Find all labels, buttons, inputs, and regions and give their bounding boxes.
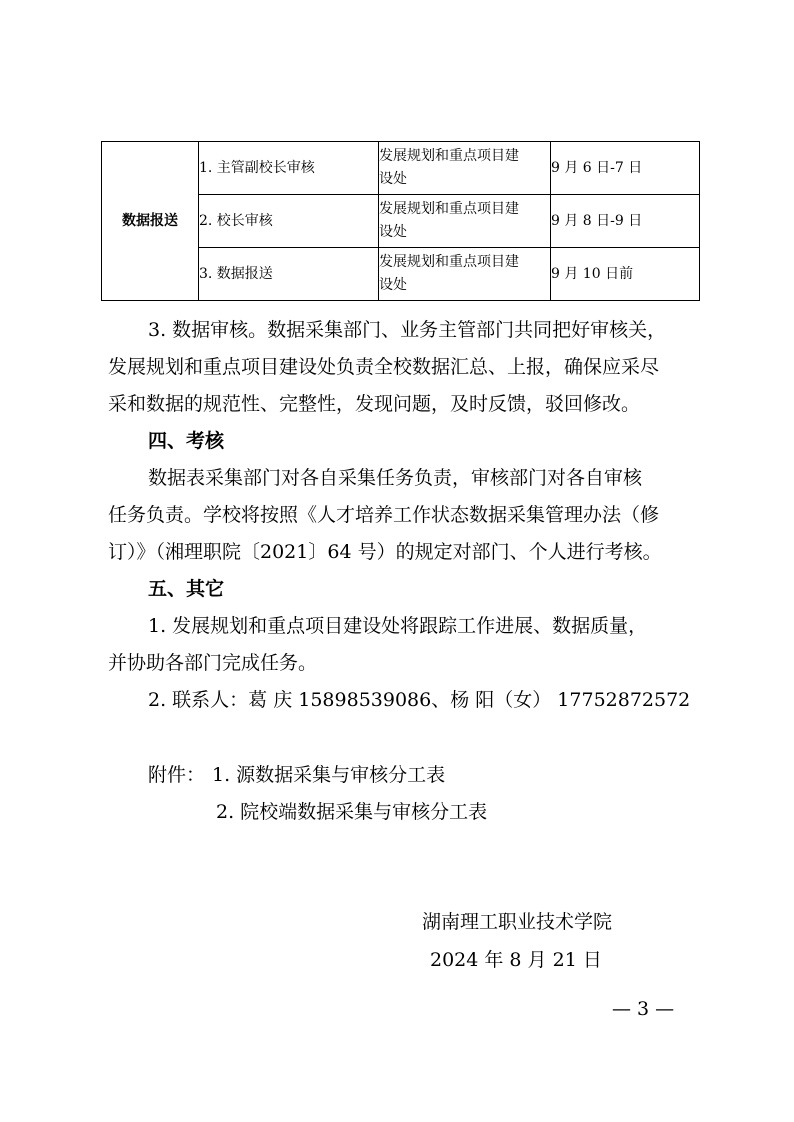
department-line: 设处 bbox=[379, 171, 407, 187]
department-cell bbox=[379, 195, 551, 248]
date-cell: 9 月 6 日-7 日 bbox=[551, 142, 700, 195]
step-cell: 1. 主管副校长审核 bbox=[199, 142, 379, 195]
department-line: 设处 bbox=[379, 277, 407, 293]
paragraph-line: 发展规划和重点项目建设处负责全校数据汇总、上报，确保应采尽 bbox=[108, 356, 660, 378]
department-line: 发展规划和重点项目建 bbox=[379, 201, 519, 217]
paragraph-line: 任务负责。学校将按照《人才培养工作状态数据采集管理办法（修 bbox=[108, 504, 660, 526]
department-cell bbox=[379, 142, 551, 195]
attachment-item: 1. 源数据采集与审核分工表 bbox=[212, 764, 446, 786]
date-cell: 9 月 10 日前 bbox=[551, 248, 700, 301]
step-cell: 3. 数据报送 bbox=[199, 248, 379, 301]
table-row bbox=[102, 142, 700, 195]
signature-org: 湖南理工职业技术学院 bbox=[422, 911, 613, 933]
date-cell: 9 月 8 日-9 日 bbox=[551, 195, 700, 248]
attachment-item: 2. 院校端数据采集与审核分工表 bbox=[216, 801, 488, 823]
department-line: 设处 bbox=[379, 224, 407, 240]
paragraph-line: 订）》（湘理职院〔2021〕64 号）的规定对部门、个人进行考核。 bbox=[108, 541, 662, 563]
section-heading: 四、考核 bbox=[148, 430, 225, 452]
paragraph-line: 采和数据的规范性、完整性，发现问题，及时反馈，驳回修改。 bbox=[108, 393, 641, 415]
paragraph-line: 1. 发展规划和重点项目建设处将跟踪工作进展、数据质量， bbox=[148, 615, 648, 637]
department-line: 发展规划和重点项目建 bbox=[379, 254, 519, 270]
schedule-table bbox=[101, 141, 700, 301]
section-heading: 五、其它 bbox=[148, 578, 225, 600]
department-line: 发展规划和重点项目建 bbox=[379, 148, 519, 164]
signature-date: 2024 年 8 月 21 日 bbox=[430, 949, 602, 971]
category-cell: 数据报送 bbox=[102, 142, 199, 301]
attachment-label: 附件： bbox=[148, 764, 206, 786]
department-cell bbox=[379, 248, 551, 301]
paragraph-line: 并协助各部门完成任务。 bbox=[108, 652, 318, 674]
contact-line: 2. 联系人：葛 庆 15898539086、杨 阳（女） 17752872572 bbox=[148, 689, 691, 711]
step-cell: 2. 校长审核 bbox=[199, 195, 379, 248]
paragraph-line: 3. 数据审核。数据采集部门、业务主管部门共同把好审核关， bbox=[148, 319, 667, 341]
paragraph-line: 数据表采集部门对各自采集任务负责，审核部门对各自审核 bbox=[148, 467, 643, 489]
page-number: — 3 — bbox=[612, 998, 675, 1020]
